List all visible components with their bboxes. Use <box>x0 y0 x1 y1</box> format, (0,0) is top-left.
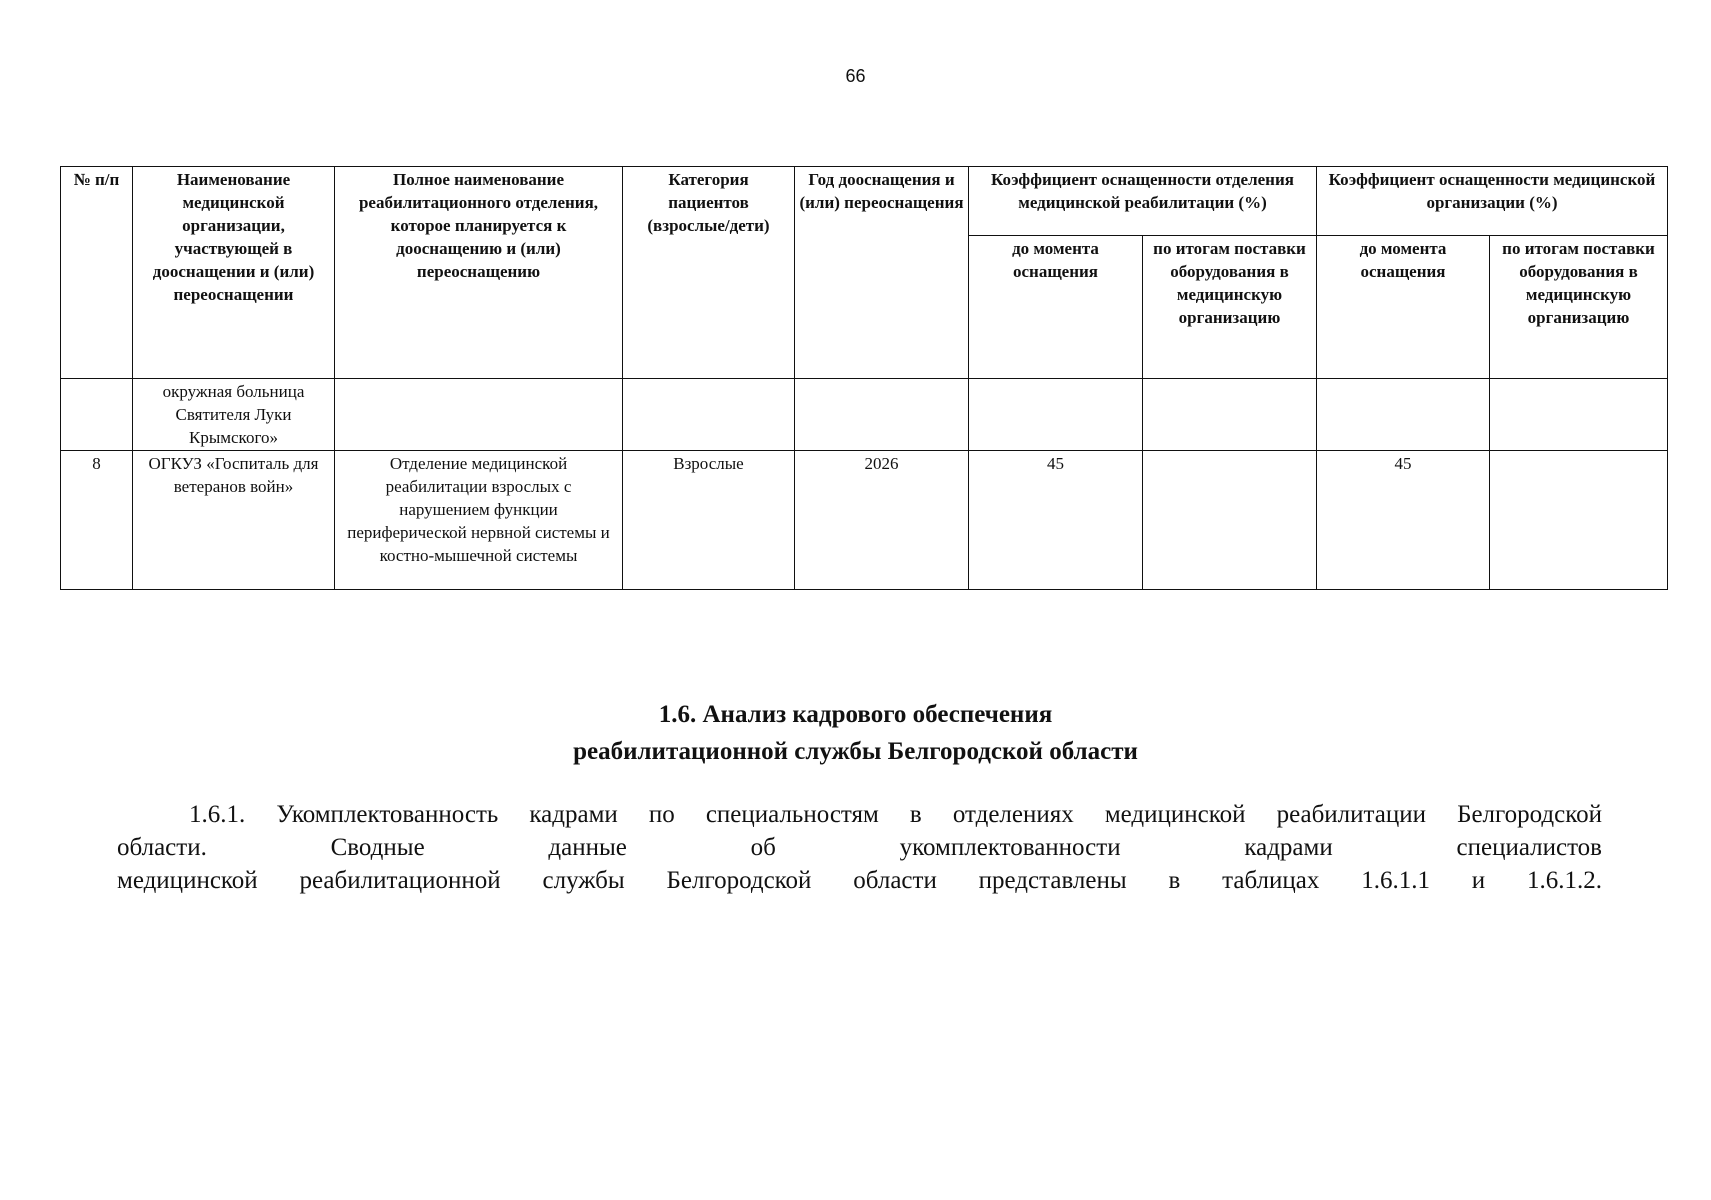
cell-dept-before <box>969 379 1143 451</box>
paragraph-line: 1.6.1. Укомплектованность кадрами по специальностям в отделениях медицинской реабилитации Белгородской <box>189 801 1602 828</box>
equipment-table <box>60 166 1668 590</box>
cell-org-after <box>1490 451 1668 590</box>
section-title-line: 1.6. Анализ кадрового обеспечения <box>658 701 1053 728</box>
header-year: Год дооснащения и (или) переоснащения <box>795 167 969 379</box>
cell-org-before: 45 <box>1317 451 1490 590</box>
table-header-row <box>61 167 1668 236</box>
header-coef-dept: Коэффициент оснащенности отделения медицинской реабилитации (%) <box>969 167 1317 236</box>
cell-org-before <box>1317 379 1490 451</box>
header-dept-name: Полное наименование реабилитационного отделения, которое планируется к дооснащению и (или) переоснащению <box>335 167 623 379</box>
cell-dept: Отделение медицинской реабилитации взрослых с нарушением функции периферической нервной системы и костно-мышечной системы <box>335 451 623 590</box>
cell-year <box>795 379 969 451</box>
paragraph-line: медицинской реабилитационной службы Белгородской области представлены в таблицах 1.6.1.1 и 1.6.1.2. <box>117 867 1602 894</box>
header-dept-after: по итогам поставки оборудования в медицинскую организацию <box>1143 236 1317 379</box>
header-coef-org: Коэффициент оснащенности медицинской организации (%) <box>1317 167 1668 236</box>
cell-num <box>61 379 133 451</box>
page-number: 66 <box>845 66 866 86</box>
cell-category: Взрослые <box>623 451 795 590</box>
section-title-line: реабилитационной службы Белгородской области <box>573 738 1138 765</box>
header-category: Категория пациентов (взрослые/дети) <box>623 167 795 379</box>
paragraph-line: области. Сводные данные об укомплектованности кадрами специалистов <box>117 834 1602 861</box>
cell-dept <box>335 379 623 451</box>
cell-year: 2026 <box>795 451 969 590</box>
section-title <box>0 696 1711 770</box>
cell-num: 8 <box>61 451 133 590</box>
cell-dept-after <box>1143 379 1317 451</box>
section-paragraph <box>117 798 1602 897</box>
table-row <box>61 451 1668 590</box>
cell-category <box>623 379 795 451</box>
header-org-before: до момента оснащения <box>1317 236 1490 379</box>
cell-org-after <box>1490 379 1668 451</box>
header-dept-before: до момента оснащения <box>969 236 1143 379</box>
table-row <box>61 379 1668 451</box>
cell-org: ОГКУЗ «Госпиталь для ветеранов войн» <box>133 451 335 590</box>
header-num: № п/п <box>61 167 133 379</box>
cell-dept-after <box>1143 451 1317 590</box>
header-org-name: Наименование медицинской организации, участвующей в дооснащении и (или) переоснащении <box>133 167 335 379</box>
cell-org: окружная больница Святителя Луки Крымского» <box>133 379 335 451</box>
header-org-after: по итогам поставки оборудования в медицинскую организацию <box>1490 236 1668 379</box>
cell-dept-before: 45 <box>969 451 1143 590</box>
